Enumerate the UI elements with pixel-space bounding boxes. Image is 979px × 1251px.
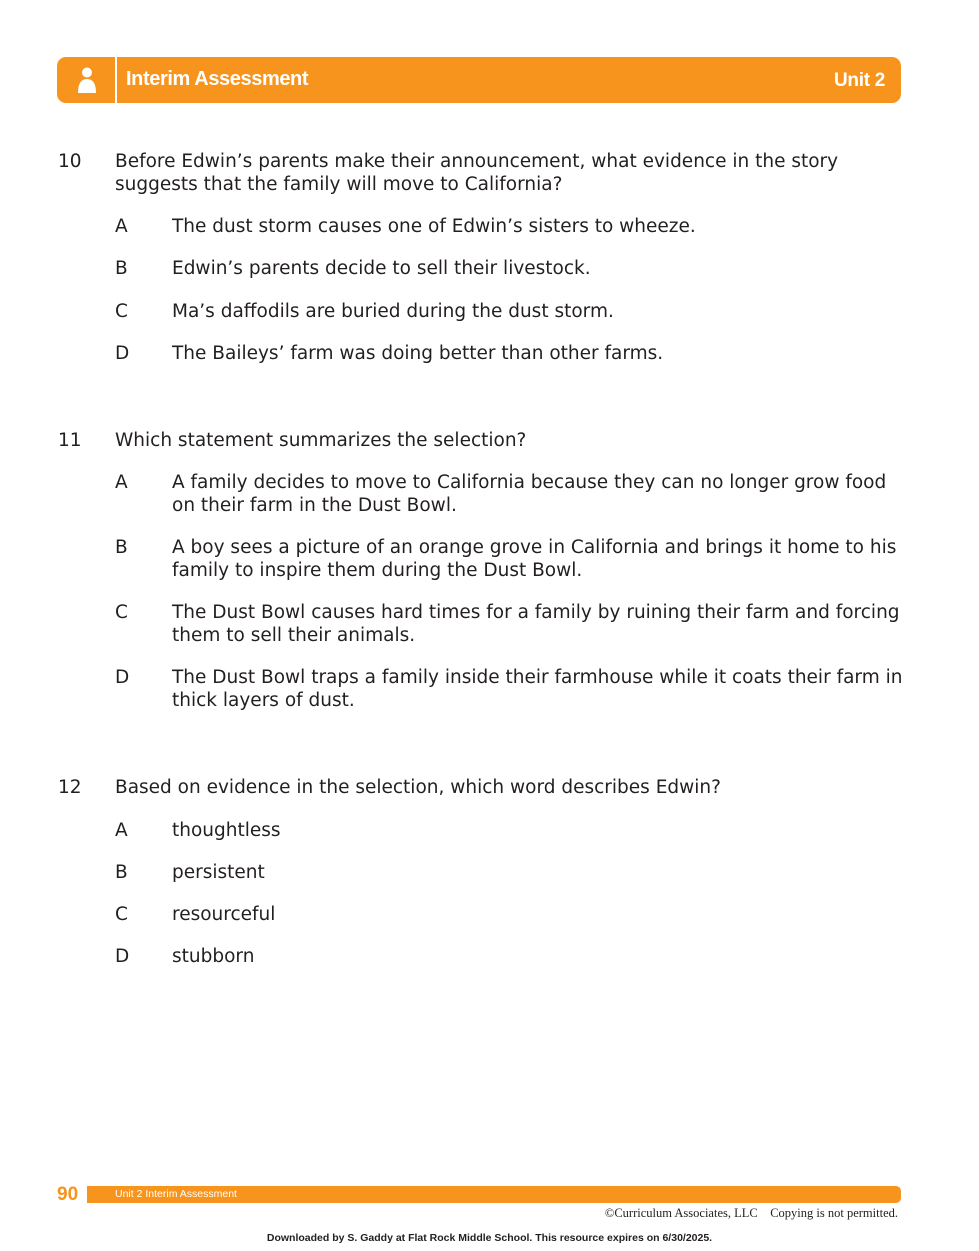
choice-text: A boy sees a picture of an orange grove in California and brings it home to his family to inspire them during the Dust Bowl.	[172, 537, 897, 581]
choice-text: resourceful	[172, 904, 276, 925]
choice-text: thoughtless	[172, 820, 281, 841]
choice-letter: C	[115, 602, 128, 623]
header-divider	[115, 57, 117, 103]
choice-text: Ma’s daffodils are buried during the dust storm.	[172, 301, 614, 322]
choice-text: The Dust Bowl traps a family inside their farmhouse while it coats their farm in thick layers of dust.	[172, 667, 903, 711]
question-number: 12	[58, 777, 82, 798]
footer-bar	[87, 1186, 901, 1203]
choice-letter: A	[115, 216, 128, 237]
choice-text: stubborn	[172, 946, 255, 967]
choice-letter: B	[115, 862, 128, 883]
choice-text: A family decides to move to California because they can no longer grow food on their farm in the Dust Bowl.	[172, 472, 887, 516]
question-text: Based on evidence in the selection, which word describes Edwin?	[115, 777, 721, 798]
page-number: 90	[57, 1184, 79, 1205]
download-note: Downloaded by S. Gaddy at Flat Rock Middle School. This resource expires on 6/30/2025.	[266, 1232, 713, 1244]
choice-letter: A	[115, 472, 128, 493]
person-icon	[77, 67, 97, 94]
choice-text: The Dust Bowl causes hard times for a family by ruining their farm and forcing them to sell their animals.	[172, 602, 900, 646]
footer-label: Unit 2 Interim Assessment	[115, 1188, 237, 1200]
choice-text: The Baileys’ farm was doing better than other farms.	[172, 343, 664, 364]
header-unit: Unit 2	[834, 70, 885, 91]
choice-letter: C	[115, 301, 128, 322]
choice-text: persistent	[172, 862, 265, 883]
question-text: Which statement summarizes the selection?	[115, 430, 527, 451]
choice-letter: D	[115, 667, 130, 688]
choice-letter: A	[115, 820, 128, 841]
question-number: 11	[58, 430, 82, 451]
copyright-notice: ©Curriculum Associates, LLC Copying is not permitted.	[604, 1206, 898, 1220]
choice-letter: B	[115, 258, 128, 279]
header-bar	[57, 57, 901, 103]
header-title: Interim Assessment	[126, 68, 309, 90]
choice-text: The dust storm causes one of Edwin’s sisters to wheeze.	[172, 216, 696, 237]
choice-letter: C	[115, 904, 128, 925]
question-number: 10	[58, 151, 82, 172]
choice-text: Edwin’s parents decide to sell their livestock.	[172, 258, 591, 279]
choice-letter: B	[115, 537, 128, 558]
choice-letter: D	[115, 343, 130, 364]
choice-letter: D	[115, 946, 130, 967]
question-text: Before Edwin’s parents make their announcement, what evidence in the story suggests that the family will move to California?	[115, 151, 839, 195]
